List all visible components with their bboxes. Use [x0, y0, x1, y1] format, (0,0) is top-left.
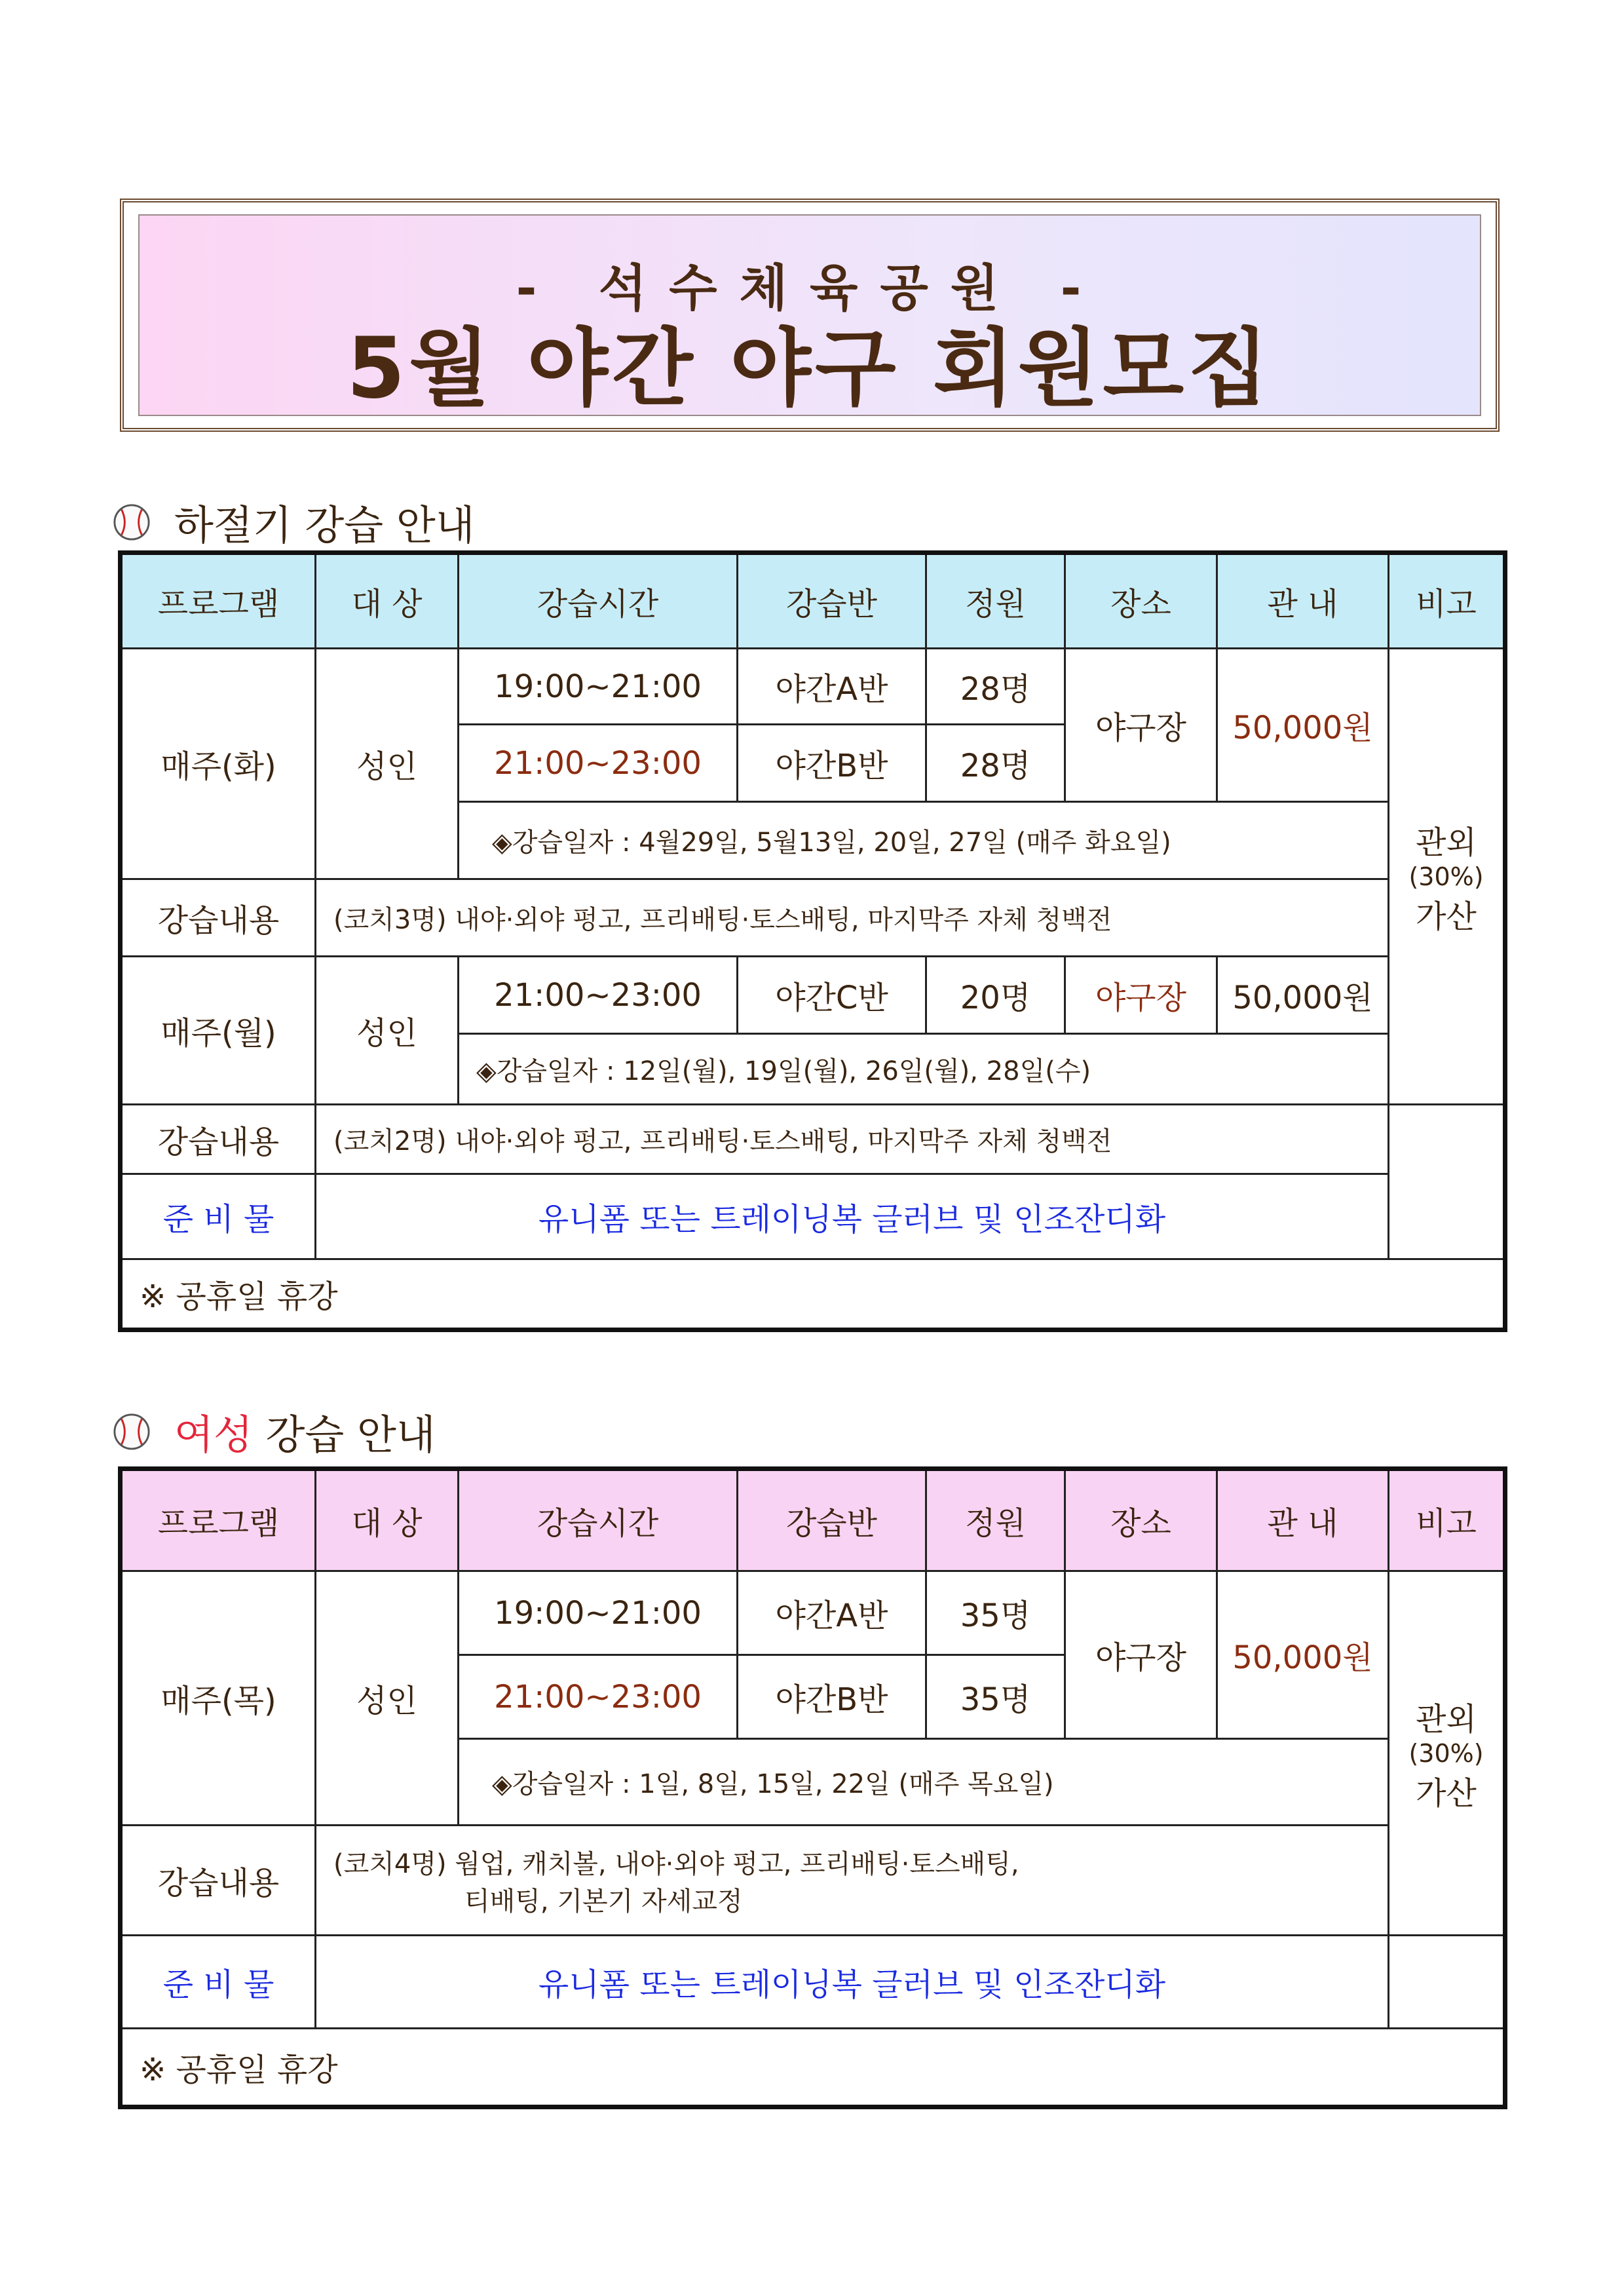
baseball-icon — [113, 1413, 151, 1451]
section-heading-summer-text: 하절기 강습 안내 — [174, 501, 475, 549]
column-header: 비고 — [1389, 1469, 1505, 1571]
place-cell: 야구장 — [1065, 649, 1217, 802]
women-schedule-table — [118, 1466, 1507, 2109]
class-cell: 야간C반 — [738, 957, 926, 1034]
content-cell: (코치2명) 내야·외야 펑고, 프리배팅·토스배팅, 마지막주 자체 청백전 — [316, 1105, 1389, 1174]
column-header: 프로그램 — [121, 1469, 316, 1571]
program-cell: 매주(화) — [121, 649, 316, 879]
column-header: 비고 — [1389, 553, 1505, 649]
class-cell: 야간A반 — [738, 649, 926, 725]
table-row — [121, 1936, 1505, 2029]
prep-label-cell: 준 비 물 — [121, 1174, 316, 1259]
content-label-cell: 강습내용 — [121, 879, 316, 957]
remark-mid: (30%) — [1408, 862, 1484, 891]
table-header-row — [121, 553, 1505, 649]
dates-cell: ◈강습일자 : 1일, 8일, 15일, 22일 (매주 목요일) — [459, 1739, 1389, 1826]
section-heading-summer — [113, 493, 475, 551]
content-cell: (코치3명) 내야·외야 펑고, 프리배팅·토스배팅, 마지막주 자체 청백전 — [316, 879, 1389, 957]
fee-cell: 50,000원 — [1217, 1571, 1389, 1739]
table-row — [121, 1174, 1505, 1259]
table-row — [121, 879, 1505, 957]
table-row — [121, 2029, 1505, 2107]
time-cell: 21:00~23:00 — [459, 957, 738, 1034]
column-header: 대 상 — [316, 1469, 459, 1571]
remark-top: 관외 — [1416, 1700, 1477, 1738]
time-cell: 19:00~21:00 — [459, 1571, 738, 1655]
page-subtitle: - 석수체육공원 - — [516, 259, 1104, 317]
table-row — [121, 1571, 1505, 1655]
class-cell: 야간B반 — [738, 1655, 926, 1739]
dates-cell: ◈강습일자 : 4월29일, 5월13일, 20일, 27일 (매주 화요일) — [459, 802, 1389, 879]
prep-cell: 유니폼 또는 트레이닝복 글러브 및 인조잔디화 — [316, 1174, 1389, 1259]
column-header: 정원 — [926, 553, 1065, 649]
column-header: 강습반 — [738, 1469, 926, 1571]
target-cell: 성인 — [316, 957, 459, 1105]
footnote-cell: ※ 공휴일 휴강 — [121, 1259, 1505, 1330]
content-label-cell: 강습내용 — [121, 1105, 316, 1174]
table-row — [121, 1259, 1505, 1330]
capacity-cell: 28명 — [926, 649, 1065, 725]
class-cell: 야간A반 — [738, 1571, 926, 1655]
column-header: 강습시간 — [459, 1469, 738, 1571]
capacity-cell: 35명 — [926, 1655, 1065, 1739]
remark-cell — [1389, 649, 1505, 1105]
column-header: 정원 — [926, 1469, 1065, 1571]
class-cell: 야간B반 — [738, 725, 926, 802]
program-cell: 매주(월) — [121, 957, 316, 1105]
remark-cell — [1389, 1571, 1505, 1936]
time-cell: 19:00~21:00 — [459, 649, 738, 725]
target-cell: 성인 — [316, 649, 459, 879]
capacity-cell: 28명 — [926, 725, 1065, 802]
content-line-2: 티배팅, 기본기 자세교정 — [464, 1886, 743, 1917]
column-header: 강습반 — [738, 553, 926, 649]
place-cell: 야구장 — [1065, 1571, 1217, 1739]
column-header: 장소 — [1065, 553, 1217, 649]
footnote-cell: ※ 공휴일 휴강 — [121, 2029, 1505, 2107]
column-header: 관 내 — [1217, 1469, 1389, 1571]
title-banner — [120, 199, 1500, 432]
baseball-icon — [113, 503, 151, 541]
place-cell: 야구장 — [1065, 957, 1217, 1034]
capacity-cell: 35명 — [926, 1571, 1065, 1655]
time-cell: 21:00~23:00 — [459, 725, 738, 802]
table-row — [121, 649, 1505, 725]
prep-cell: 유니폼 또는 트레이닝복 글러브 및 인조잔디화 — [316, 1936, 1389, 2029]
fee-cell: 50,000원 — [1217, 957, 1389, 1034]
column-header: 프로그램 — [121, 553, 316, 649]
page-title: 5월 야간 야구 회원모집 — [347, 320, 1273, 417]
column-header: 강습시간 — [459, 553, 738, 649]
remark-mid: (30%) — [1408, 1738, 1484, 1768]
prep-label-cell: 준 비 물 — [121, 1936, 316, 2029]
remark-empty-cell — [1389, 1105, 1505, 1259]
remark-empty-cell — [1389, 1936, 1505, 2029]
content-line-1: (코치4명) 웜업, 캐치볼, 내야·외야 펑고, 프리배팅·토스배팅, — [333, 1848, 1019, 1879]
program-cell: 매주(목) — [121, 1571, 316, 1826]
title-banner-inner — [138, 214, 1481, 416]
dates-cell: ◈강습일자 : 12일(월), 19일(월), 26일(월), 28일(수) — [459, 1034, 1389, 1105]
target-cell: 성인 — [316, 1571, 459, 1826]
table-row — [121, 1105, 1505, 1174]
remark-bot: 가산 — [1416, 898, 1477, 935]
content-label-cell: 강습내용 — [121, 1826, 316, 1936]
table-row — [121, 957, 1505, 1034]
section-heading-women — [113, 1402, 436, 1461]
table-header-row — [121, 1469, 1505, 1571]
capacity-cell: 20명 — [926, 957, 1065, 1034]
table-row — [121, 1826, 1505, 1936]
column-header: 장소 — [1065, 1469, 1217, 1571]
column-header: 관 내 — [1217, 553, 1389, 649]
summer-schedule-table — [118, 550, 1507, 1332]
section-heading-women-text: 강습 안내 — [252, 1411, 436, 1459]
content-cell — [316, 1826, 1389, 1936]
column-header: 대 상 — [316, 553, 459, 649]
remark-bot: 가산 — [1416, 1774, 1477, 1812]
time-cell: 21:00~23:00 — [459, 1655, 738, 1739]
remark-top: 관외 — [1416, 824, 1477, 861]
section-heading-women-highlight: 여성 — [174, 1411, 253, 1459]
fee-cell: 50,000원 — [1217, 649, 1389, 802]
